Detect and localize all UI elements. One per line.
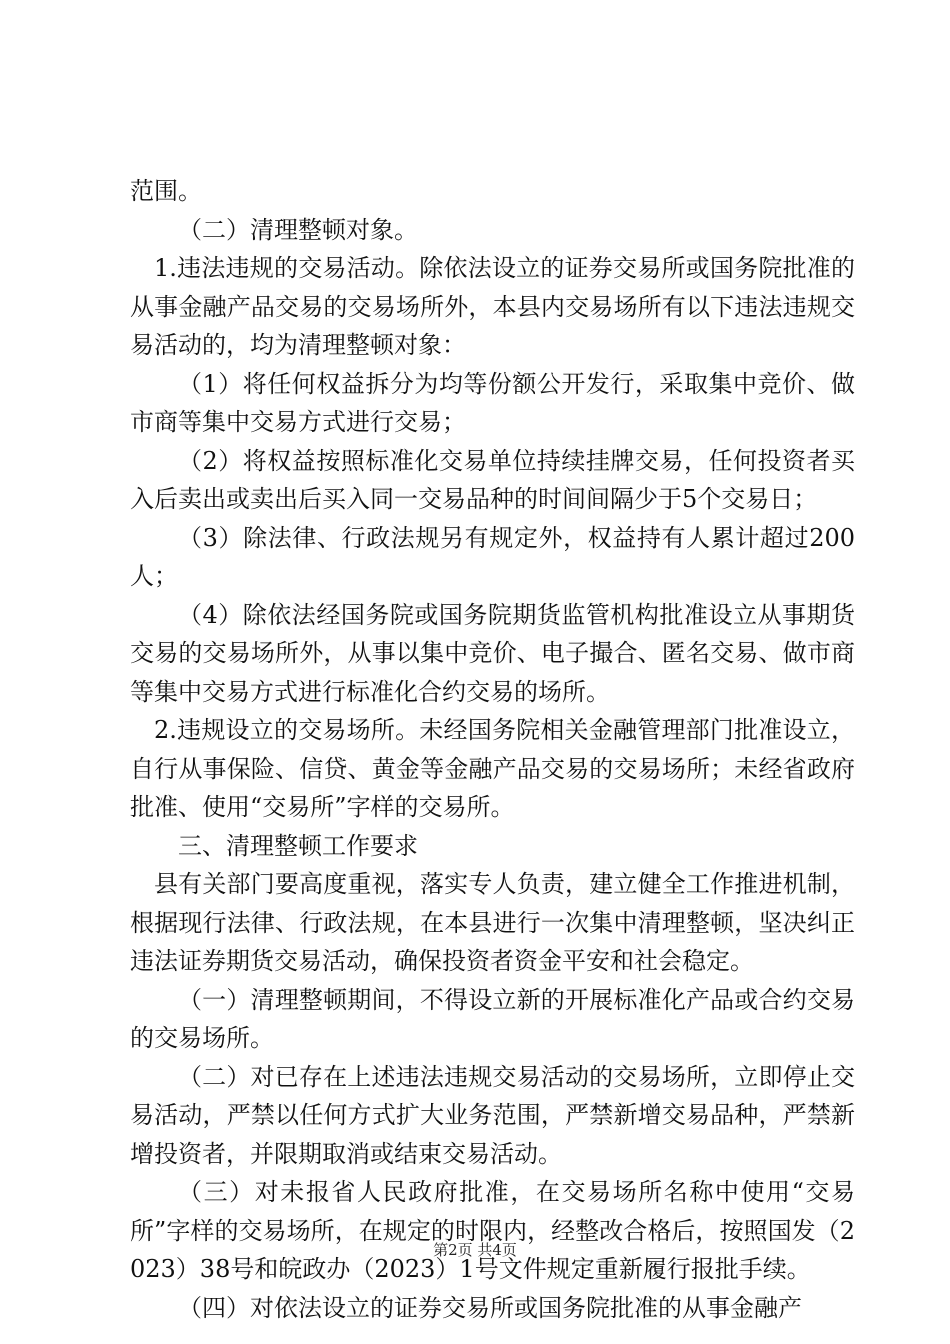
list-item-3: （3）除法律、行政法规另有规定外，权益持有人累计超过200人； (130, 523, 855, 590)
paragraph-scope-end: 范围。 (130, 177, 202, 205)
paragraph-illegal-trading: 1.违法违规的交易活动。除依法设立的证券交易所或国务院批准的从事金融产品交易的交易场所外，本县内交易场所有以下违法违规交易活动的，均为清理整顿对象： (130, 254, 855, 359)
list-item-2: （2）将权益按照标准化交易单位持续挂牌交易，任何投资者买入后卖出或卖出后买入同一交易品种的时间间隔少于5个交易日； (130, 446, 855, 513)
requirement-item-3: （三）对未报省人民政府批准，在交易场所名称中使用“交易所”字样的交易场所，在规定的时限内，经整改合格后，按照国发（2023）38号和皖政办（2023）1号文件规定重新履行报批手续。 (130, 1178, 855, 1283)
paragraph-department-duties: 县有关部门要高度重视，落实专人负责，建立健全工作推进机制，根据现行法律、行政法规，在本县进行一次集中清理整顿，坚决纠正违法证券期货交易活动，确保投资者资金平安和社会稳定。 (130, 870, 855, 975)
list-item-4: （4）除依法经国务院或国务院期货监管机构批准设立从事期货交易的交易场所外，从事以集中竞价、电子撮合、匿名交易、做市商等集中交易方式进行标准化合约交易的场所。 (130, 600, 855, 706)
heading-cleanup-targets: （二）清理整顿对象。 (178, 215, 418, 244)
requirement-item-4: （四）对依法设立的证券交易所或国务院批准的从事金融产 (178, 1293, 802, 1322)
heading-work-requirements: 三、清理整顿工作要求 (178, 831, 418, 860)
list-item-1: （1）将任何权益拆分为均等份额公开发行，采取集中竞价、做市商等集中交易方式进行交易； (130, 369, 855, 436)
document-body (130, 172, 855, 1327)
requirement-item-1: （一）清理整顿期间，不得设立新的开展标准化产品或合约交易的交易场所。 (130, 985, 855, 1052)
requirement-item-2: （二）对已存在上述违法违规交易活动的交易场所，立即停止交易活动，严禁以任何方式扩大业务范围，严禁新增交易品种，严禁新增投资者，并限期取消或结束交易活动。 (130, 1062, 855, 1168)
paragraph-illegal-venues: 2.违规设立的交易场所。未经国务院相关金融管理部门批准设立，自行从事保险、信贷、黄金等金融产品交易的交易场所；未经省政府批准、使用“交易所”字样的交易所。 (130, 716, 855, 821)
page-footer (0, 1240, 950, 1260)
page-number-label: 第2页 共4页 (433, 1241, 517, 1259)
